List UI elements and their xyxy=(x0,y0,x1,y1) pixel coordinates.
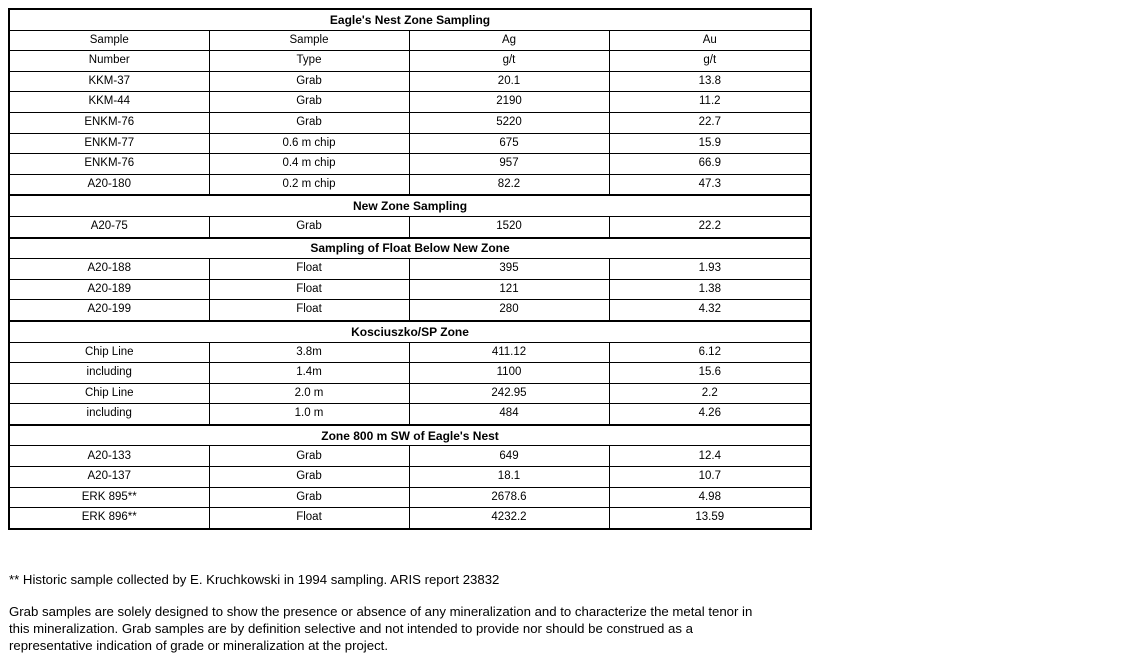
table-cell: 0.4 m chip xyxy=(209,154,409,175)
sampling-table-body xyxy=(9,9,811,529)
table-row xyxy=(9,92,811,113)
table-row xyxy=(9,487,811,508)
table-cell: 11.2 xyxy=(609,92,811,113)
table-cell: A20-75 xyxy=(9,216,209,237)
table-row xyxy=(9,342,811,363)
table-cell: 484 xyxy=(409,404,609,425)
table-cell: 22.7 xyxy=(609,112,811,133)
table-cell: 13.8 xyxy=(609,71,811,92)
table-cell: 957 xyxy=(409,154,609,175)
table-cell: 2190 xyxy=(409,92,609,113)
table-row xyxy=(9,154,811,175)
table-row xyxy=(9,508,811,529)
table-cell: 1100 xyxy=(409,363,609,384)
column-header-cell: g/t xyxy=(409,51,609,72)
table-cell: 47.3 xyxy=(609,174,811,195)
column-header-cell: Sample xyxy=(209,30,409,51)
table-cell: 22.2 xyxy=(609,216,811,237)
table-cell: 411.12 xyxy=(409,342,609,363)
disclaimer-line-3: representative indication of grade or mineralization at the project. xyxy=(9,638,388,653)
table-cell: Chip Line xyxy=(9,383,209,404)
table-row xyxy=(9,112,811,133)
table-cell: 675 xyxy=(409,133,609,154)
table-row xyxy=(9,446,811,467)
table-cell: A20-133 xyxy=(9,446,209,467)
table-cell: 12.4 xyxy=(609,446,811,467)
table-cell: 2678.6 xyxy=(409,487,609,508)
column-header-cell: Number xyxy=(9,51,209,72)
table-cell: KKM-37 xyxy=(9,71,209,92)
table-cell: Grab xyxy=(209,467,409,488)
table-cell: A20-137 xyxy=(9,467,209,488)
table-cell: 0.6 m chip xyxy=(209,133,409,154)
table-cell: 4.98 xyxy=(609,487,811,508)
table-cell: including xyxy=(9,404,209,425)
table-cell: ERK 896** xyxy=(9,508,209,529)
column-header-cell: Sample xyxy=(9,30,209,51)
table-cell: Float xyxy=(209,508,409,529)
table-cell: 13.59 xyxy=(609,508,811,529)
column-header-cell: Type xyxy=(209,51,409,72)
column-header-cell: Ag xyxy=(409,30,609,51)
table-cell: 242.95 xyxy=(409,383,609,404)
table-cell: ENKM-77 xyxy=(9,133,209,154)
section-title: Sampling of Float Below New Zone xyxy=(9,238,811,259)
table-cell: 1.38 xyxy=(609,279,811,300)
table-cell: 82.2 xyxy=(409,174,609,195)
table-cell: KKM-44 xyxy=(9,92,209,113)
table-cell: Float xyxy=(209,259,409,280)
table-cell: 1.0 m xyxy=(209,404,409,425)
table-cell: 4.32 xyxy=(609,300,811,321)
table-row xyxy=(9,383,811,404)
historic-sample-footnote: ** Historic sample collected by E. Kruchkowski in 1994 sampling. ARIS report 23832 xyxy=(9,572,500,587)
table-cell: 20.1 xyxy=(409,71,609,92)
table-cell: Chip Line xyxy=(9,342,209,363)
table-cell: Grab xyxy=(209,216,409,237)
table-cell: A20-180 xyxy=(9,174,209,195)
table-cell: 1520 xyxy=(409,216,609,237)
table-cell: Float xyxy=(209,300,409,321)
table-cell: 121 xyxy=(409,279,609,300)
table-cell: 0.2 m chip xyxy=(209,174,409,195)
table-cell: 395 xyxy=(409,259,609,280)
footnotes xyxy=(9,571,809,654)
table-cell: 4.26 xyxy=(609,404,811,425)
column-header-row xyxy=(9,51,811,72)
table-cell: 66.9 xyxy=(609,154,811,175)
table-cell: Grab xyxy=(209,112,409,133)
table-row xyxy=(9,363,811,384)
section-title-row xyxy=(9,195,811,216)
table-cell: 280 xyxy=(409,300,609,321)
table-cell: ERK 895** xyxy=(9,487,209,508)
table-cell: 6.12 xyxy=(609,342,811,363)
table-row xyxy=(9,404,811,425)
disclaimer-line-2: this mineralization. Grab samples are by definition selective and not intended to provide nor should be construed as a xyxy=(9,621,693,636)
table-cell: Grab xyxy=(209,92,409,113)
table-cell: 1.4m xyxy=(209,363,409,384)
grab-sample-disclaimer xyxy=(9,603,809,654)
table-cell: 5220 xyxy=(409,112,609,133)
table-cell: A20-189 xyxy=(9,279,209,300)
table-row xyxy=(9,259,811,280)
table-cell: Grab xyxy=(209,487,409,508)
table-cell: Grab xyxy=(209,71,409,92)
table-cell: 15.9 xyxy=(609,133,811,154)
table-cell: 10.7 xyxy=(609,467,811,488)
table-row xyxy=(9,174,811,195)
table-cell: 15.6 xyxy=(609,363,811,384)
table-cell: Float xyxy=(209,279,409,300)
sampling-table xyxy=(8,8,812,530)
table-cell: 3.8m xyxy=(209,342,409,363)
section-title-row xyxy=(9,238,811,259)
table-row xyxy=(9,279,811,300)
column-header-row xyxy=(9,30,811,51)
column-header-cell: g/t xyxy=(609,51,811,72)
disclaimer-line-1: Grab samples are solely designed to show the presence or absence of any mineralization and to characterize the metal tenor in xyxy=(9,604,753,619)
table-cell: ENKM-76 xyxy=(9,112,209,133)
section-title: Zone 800 m SW of Eagle's Nest xyxy=(9,425,811,446)
table-cell: A20-199 xyxy=(9,300,209,321)
table-row xyxy=(9,133,811,154)
section-title-row xyxy=(9,9,811,30)
table-cell: 18.1 xyxy=(409,467,609,488)
table-row xyxy=(9,71,811,92)
table-row xyxy=(9,467,811,488)
section-title-row xyxy=(9,321,811,342)
section-title-row xyxy=(9,425,811,446)
table-cell: including xyxy=(9,363,209,384)
table-row xyxy=(9,300,811,321)
table-cell: 2.2 xyxy=(609,383,811,404)
table-cell: 4232.2 xyxy=(409,508,609,529)
column-header-cell: Au xyxy=(609,30,811,51)
table-cell: 649 xyxy=(409,446,609,467)
table-cell: 2.0 m xyxy=(209,383,409,404)
section-title: New Zone Sampling xyxy=(9,195,811,216)
table-cell: Grab xyxy=(209,446,409,467)
section-title: Eagle's Nest Zone Sampling xyxy=(9,9,811,30)
table-cell: 1.93 xyxy=(609,259,811,280)
table-row xyxy=(9,216,811,237)
section-title: Kosciuszko/SP Zone xyxy=(9,321,811,342)
table-cell: A20-188 xyxy=(9,259,209,280)
table-cell: ENKM-76 xyxy=(9,154,209,175)
